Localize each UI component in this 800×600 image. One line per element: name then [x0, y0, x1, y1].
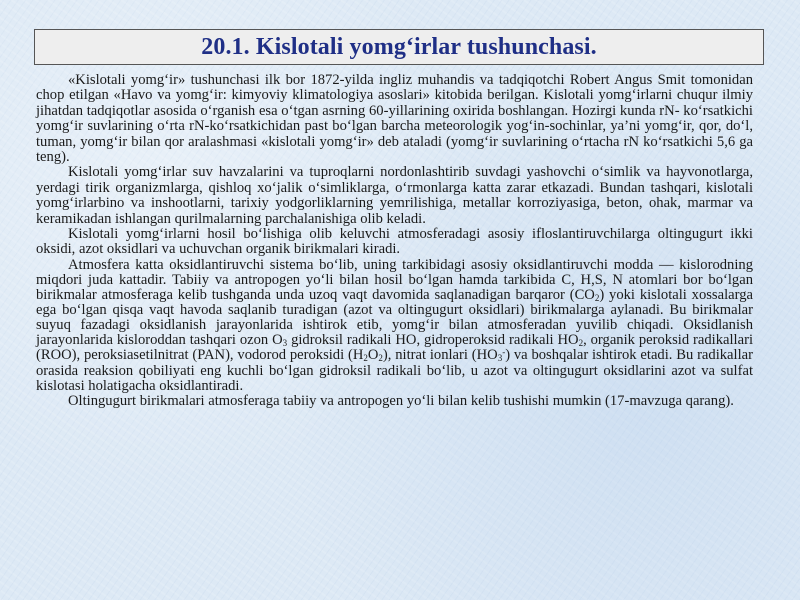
subscript: 2 — [363, 353, 368, 364]
subscript: 3 — [497, 353, 503, 364]
title-box — [34, 29, 764, 65]
paragraph-2: Kislotali yomg‘irlar suv havzalarini va tuproqlarni nordonlashtirib suvdagi yashovchi o‘simlik va hayvonotlarga, yerdagi tirik organizmlarga, qishloq xo‘jalik o‘simliklarga, o‘rmonlarga katta zarar etkazadi. Bundan tashqari, kislotali yomg‘irlarbino va inshootlarni, tarixiy yodgorliklarning yemrilishiga, metallar korroziyasiga, beton, ohak, marmar va keramikadan ishlangan qurilmalarning parchalanishiga olib keladi. — [36, 164, 753, 227]
paragraph-3: Kislotali yomg‘irlarni hosil bo‘lishiga olib keluvchi atmosferadagi asosiy ifloslantiruvchilarga oltingugurt ikki oksidi, azot oksidlari va uchuvchan organik birikmalari kiradi. — [36, 226, 753, 258]
body-text — [36, 73, 753, 409]
slide-title: 20.1. Kislotali yomg‘irlar tushunchasi. — [201, 33, 597, 60]
paragraph-4-text: ) yoki kislotali xossalarga ega bo‘lgan qisqa vaqt havoda saqlanib turadigan (azot va oltingugurt oksidlari) birikmalarga aylanadi. Bu birikmalar suyuq fazadagi oksidlanish jarayonlarida ishtirok etib, yomg‘ir bilan atmosferadan yuvilib chiqadi. Oksidlanish jarayonlarida kisloroddan tashqari ozon O — [36, 287, 753, 349]
paragraph-4-text: ) va boshqalar ishtirok etadi. Bu radikallar orasida reaksion qobiliyati eng kuchli bo‘lgan gidroksil radikali bo‘lib, u azot va oltingugurt oksidlarini azot va sulfat kislotasi holatigacha oksidlantiradi. — [36, 347, 753, 394]
subscript: 2 — [378, 353, 383, 364]
paragraph-4-text: Atmosfera katta oksidlantiruvchi sistema bo‘lib, uning tarkibidagi asosiy oksidlantiruvchi modda — kislorodning miqdori juda kattadir. Tabiiy va antropogen yo‘li bilan hosil bo‘lgan hamda tarkibida C, H,S, N atomlari bor bo‘lgan birikmalar atmosferaga kelib tushganda unda uzoq vaqt davomida saqlanadigan barqaror (CO — [36, 256, 753, 304]
paragraph-4-text: O — [367, 347, 379, 364]
subscript: 3 — [282, 338, 288, 349]
superscript: - — [502, 347, 506, 358]
subscript: 2 — [578, 338, 584, 349]
paragraph-1: «Kislotali yomg‘ir» tushunchasi ilk bor 1872-yilda ingliz muhandis va tadqiqotchi Robert Angus Smit tomonidan chop etilgan «Havo va yomg‘ir: kimyoviy klimatologiya asoslari» kitobida berilgan. Kislotali yomg‘irlarni chuqur ilmiy jihatdan tadqiqotlar asosida o‘rganish esa o‘tgan asrning 60-yillarining oxirida boshlangan. Hozirgi kunda rN- ko‘rsatkichi yomg‘ir suvlarining o‘rta rN-ko‘rsatkichidan past bo‘lgan barcha meteorologik yog‘in-sochinlar, ya’ni yomg‘ir, qor, do‘l, tuman, yomg‘ir bilan qor aralashmasi «kislotali yomg‘ir» deb ataladi (yomg‘ir suvlarining o‘rtacha rN ko‘rsatkichi 5,6 ga teng). — [36, 72, 753, 166]
paragraph-4-text: gidroksil radikali HO, gidroperoksid radikali HO — [287, 332, 579, 349]
paragraph-5: Oltingugurt birikmalari atmosferaga tabiiy va antropogen yo‘li bilan kelib tushishi mumkin (17-mavzuga qarang). — [68, 392, 734, 409]
subscript: 2 — [594, 293, 600, 304]
paragraph-4 — [36, 258, 753, 394]
paragraph-4-text: , organik peroksid radikallari (ROO), peroksiasetilnitrat (PAN), vodorod peroksidi (H — [36, 332, 753, 364]
paragraph-4-text: ), nitrat ionlari (HO — [382, 347, 498, 364]
